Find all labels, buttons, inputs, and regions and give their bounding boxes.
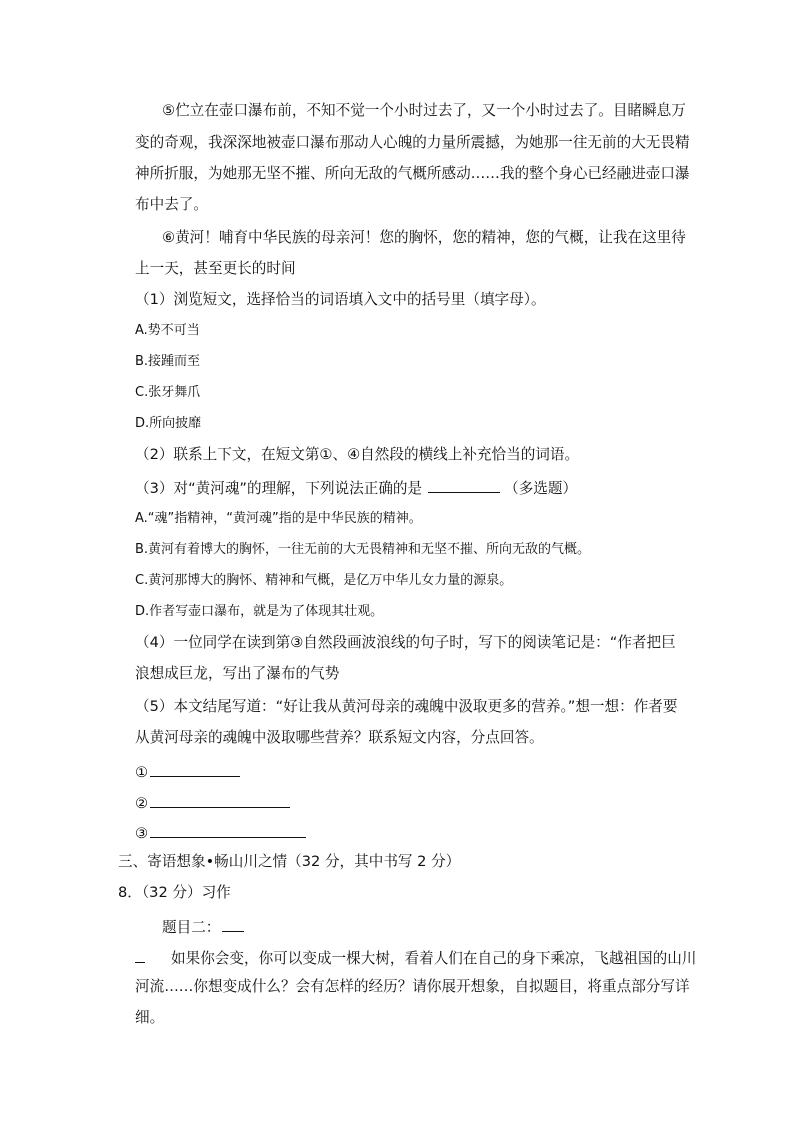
question-8-header: 8．（32 分）习作 [118,884,231,901]
q8-topic [162,915,244,938]
q5-answer-1-marker: ① [135,764,149,781]
q1-option-a: A.势不可当 [135,323,200,338]
question-4-line1: （4）一位同学在读到第③自然段画波浪线的句子时，写下的阅读笔记是：“作者把巨 [135,634,676,651]
q1-option-b: B.接踵而至 [135,354,201,369]
q1-option-c: C.张牙舞爪 [135,385,201,400]
q5-answer-3 [135,821,306,844]
para6-line1: ⑥黄河！哺育中华民族的母亲河！您的胸怀，您的精神，您的气概，让我在这里待 [162,229,686,246]
section-3-title: 三、寄语想象•畅山川之情（32 分，其中书写 2 分） [118,853,461,870]
q5-answer-1 [135,760,240,783]
question-3 [135,476,577,499]
para6-line2: 上一天，甚至更长的时间 [135,260,296,277]
q3-answer-blank[interactable] [428,476,500,493]
q8-prompt-text-1: 如果你会变，你可以变成一棵大树，看着人们在自己的身下乘凉，飞越祖国的山川 [171,950,697,967]
q8-prompt-line1 [135,946,696,969]
question-5-line1: （5）本文结尾写道：“好让我从黄河母亲的魂魄中汲取更多的营养。”想一想：作者要 [135,698,678,715]
q5-answer-3-marker: ③ [135,825,149,842]
q3-option-d: D.作者写壶口瀑布，就是为了体现其壮观。 [135,604,384,619]
q8-prompt-leading-blank[interactable] [135,946,145,963]
q8-prompt-line2: 河流……你想变成什么？会有怎样的经历？请你展开想象，自拟题目，将重点部分写详 [135,978,690,995]
para5-line2: 变的奇观，我深深地被壶口瀑布那动人心魄的力量所震撼，为她那一往无前的大无畏精 [135,134,690,151]
q3-option-a: A.“魂”指精神，“黄河魂”指的是中华民族的精神。 [135,511,422,526]
q5-answer-2 [135,791,290,814]
q3-multi-choice-note: （多选题） [504,480,578,497]
q5-answer-1-blank[interactable] [150,760,240,777]
q8-topic-label: 题目二： [162,919,221,936]
question-4-line2: 浪想成巨龙，写出了瀑布的气势 [135,665,340,682]
q8-topic-blank[interactable] [222,915,244,932]
question-5-line2: 从黄河母亲的魂魄中汲取哪些营养？联系短文内容，分点回答。 [135,729,544,746]
q5-answer-2-blank[interactable] [150,791,290,808]
q5-answer-2-marker: ② [135,795,149,812]
q1-option-d: D.所向披靡 [135,416,202,431]
q3-option-b: B.黄河有着博大的胸怀，一往无前的大无畏精神和无坚不摧、所向无敌的气概。 [135,542,591,557]
question-1: （1）浏览短文，选择恰当的词语填入文中的括号里（填字母）。 [135,291,546,308]
q3-option-c: C.黄河那博大的胸怀、精神和气概，是亿万中华儿女力量的源泉。 [135,573,513,588]
para5-line1: ⑤伫立在壶口瀑布前，不知不觉一个小时过去了，又一个小时过去了。目睹瞬息万 [162,102,686,119]
q5-answer-3-blank[interactable] [150,821,306,838]
para5-line3: 神所折服，为她那无坚不摧、所向无敌的气概所感动……我的整个身心已经融进壶口瀑 [135,165,690,182]
question-2: （2）联系上下文，在短文第①、④自然段的横线上补充恰当的词语。 [135,446,580,463]
para5-line4: 布中去了。 [135,196,208,213]
q8-prompt-line3: 细。 [135,1009,165,1026]
q3-text: （3）对“黄河魂”的理解，下列说法正确的是 [135,480,423,497]
